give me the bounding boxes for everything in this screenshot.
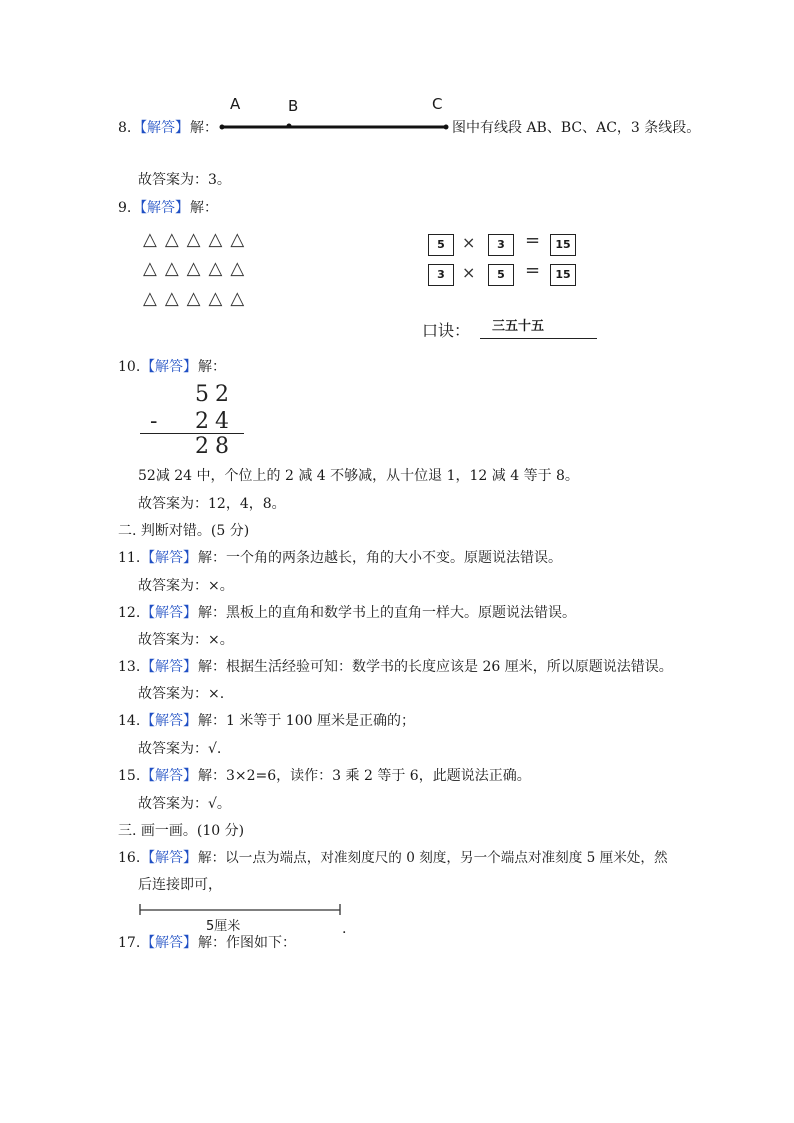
q10-explain: 52减 24 中，个位上的 2 减 4 不够减，从十位退 1，12 减 4 等于 8。 <box>138 468 579 484</box>
answer-tag: 【解答】 <box>141 359 197 375</box>
answer-tag: 【解答】 <box>141 768 197 784</box>
q13-answer: 故答案为：×. <box>138 686 225 702</box>
q15-text: 解：3×2=6，读作：3 乘 2 等于 6，此题说法正确。 <box>198 768 531 784</box>
difference-ones: 8 <box>215 434 229 459</box>
segment-diagram <box>216 119 452 135</box>
koujue-underline <box>480 338 597 339</box>
answer-tag: 【解答】 <box>141 713 197 729</box>
answer-tag: 【解答】 <box>141 605 197 621</box>
q11-text: 解：一个角的两条边越长，角的大小不变。原题说法错误。 <box>198 550 562 566</box>
q16-text-line2: 后连接即可， <box>138 877 222 893</box>
minus-sign: - <box>150 409 158 434</box>
q17-text: 解：作图如下： <box>198 935 296 951</box>
triangle-row-2: △△△△△ <box>143 258 253 279</box>
question-number: 10. <box>118 359 141 375</box>
product-box: 15 <box>550 264 576 286</box>
question-number: 15. <box>118 768 141 784</box>
q8-text: 图中有线段 AB、BC、AC，3 条线段。 <box>452 120 701 136</box>
answer-tag: 【解答】 <box>141 850 197 866</box>
koujue-label: 口诀： <box>422 321 471 340</box>
answer-tag: 【解答】 <box>133 120 189 136</box>
q12-answer: 故答案为：×。 <box>138 632 234 648</box>
minuend-tens: 5 <box>195 382 209 407</box>
question-number: 14. <box>118 713 141 729</box>
factor-box: 5 <box>428 234 454 256</box>
jie-label: 解： <box>190 200 218 216</box>
q12-text: 解：黑板上的直角和数学书上的直角一样大。原题说法错误。 <box>198 605 576 621</box>
triangle-row-1: △△△△△ <box>143 229 253 250</box>
q10-answer: 故答案为：12，4，8。 <box>138 496 286 512</box>
question-number: 13. <box>118 659 141 675</box>
point-a-dot <box>220 125 225 130</box>
jie-label: 解： <box>190 120 218 136</box>
question-number: 12. <box>118 605 141 621</box>
answer-tag: 【解答】 <box>141 550 197 566</box>
q16-dot: . <box>342 921 347 937</box>
question-number: 9. <box>118 200 132 216</box>
koujue-value: 三五十五 <box>492 319 545 334</box>
point-b-dot <box>287 124 292 129</box>
question-number: 8. <box>118 120 132 136</box>
triangle-row-3: △△△△△ <box>143 288 253 309</box>
point-c-dot <box>444 125 449 130</box>
question-number: 16. <box>118 850 141 866</box>
difference-tens: 2 <box>195 434 209 459</box>
point-label-a: A <box>230 95 241 113</box>
section-heading-3: 三. 画一画。(10 分) <box>118 823 245 839</box>
subtrahend-ones: 4 <box>215 409 229 434</box>
ruler-segment <box>138 902 344 916</box>
q14-text: 解：1 米等于 100 厘米是正确的； <box>198 713 415 729</box>
q16-text-line1: 解：以一点为端点，对准刻度尺的 0 刻度，另一个端点对准刻度 5 厘米处，然 <box>198 850 668 866</box>
question-number: 11. <box>118 550 141 566</box>
q8-answer: 故答案为：3。 <box>138 172 231 188</box>
question-number: 17. <box>118 935 141 951</box>
multiply-sign: × <box>462 233 476 252</box>
equals-sign: = <box>525 260 541 281</box>
answer-tag: 【解答】 <box>141 659 197 675</box>
equals-sign: = <box>525 230 541 251</box>
ruler-label: 5厘米 <box>206 919 241 934</box>
multiply-sign: × <box>462 263 476 282</box>
q13-text: 解：根据生活经验可知：数学书的长度应该是 26 厘米，所以原题说法错误。 <box>198 659 673 675</box>
answer-tag: 【解答】 <box>141 935 197 951</box>
factor-box: 3 <box>488 234 514 256</box>
subtrahend-tens: 2 <box>195 409 209 434</box>
product-box: 15 <box>550 234 576 256</box>
q14-answer: 故答案为：√. <box>138 741 222 757</box>
q15-answer: 故答案为：√。 <box>138 796 231 812</box>
point-label-b: B <box>288 97 299 115</box>
section-heading-2: 二. 判断对错。(5 分) <box>118 523 250 539</box>
q11-answer: 故答案为：×。 <box>138 578 234 594</box>
minuend-ones: 2 <box>215 382 229 407</box>
jie-label: 解： <box>198 359 226 375</box>
factor-box: 3 <box>428 264 454 286</box>
factor-box: 5 <box>488 264 514 286</box>
answer-tag: 【解答】 <box>133 200 189 216</box>
point-label-c: C <box>432 95 443 113</box>
